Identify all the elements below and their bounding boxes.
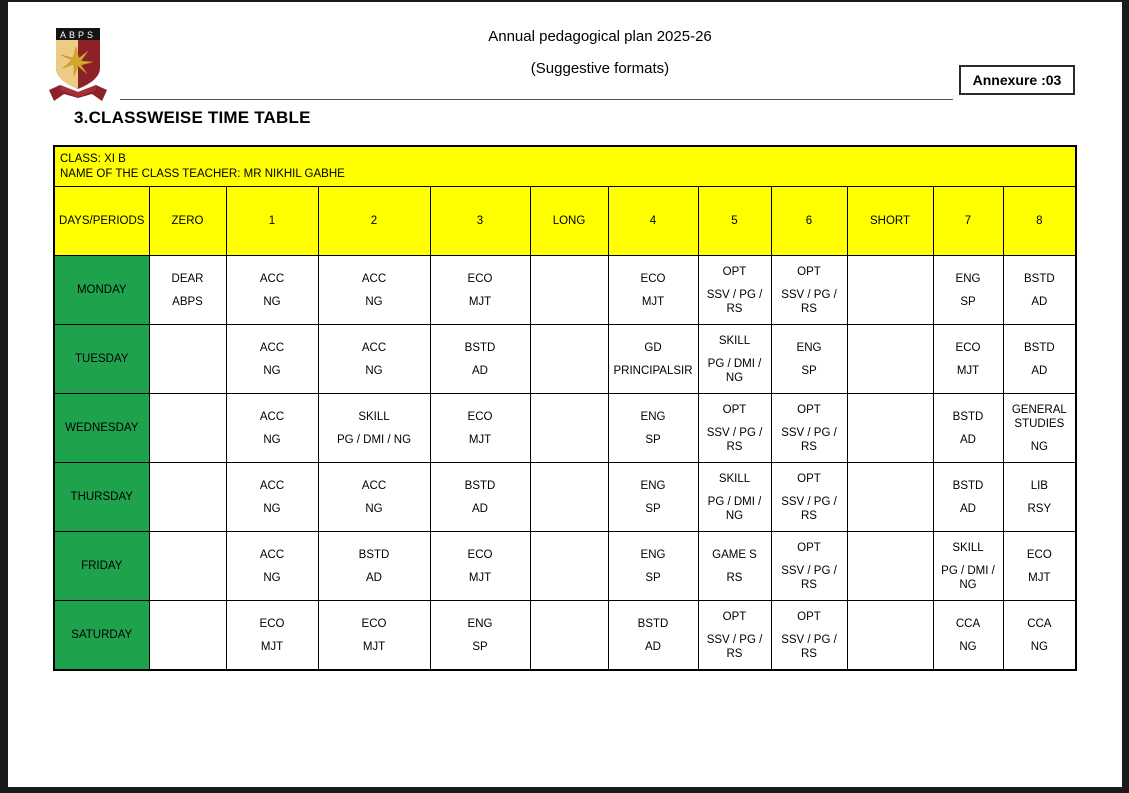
- teacher-label: SSV / PG / RS: [781, 288, 837, 315]
- column-header: LONG: [530, 187, 608, 256]
- timetable-cell: [698, 256, 771, 325]
- timetable-cell: [933, 394, 1003, 463]
- teacher-label: AD: [366, 571, 382, 584]
- timetable-cell: [698, 325, 771, 394]
- annexure-box: [959, 65, 1075, 95]
- timetable-cell: [318, 463, 430, 532]
- subject-label: ECO: [955, 341, 981, 354]
- timetable-cell: [430, 601, 530, 671]
- subject-label: ENG: [467, 617, 493, 630]
- subject-label: OPT: [797, 265, 821, 278]
- column-header-row: [54, 187, 1076, 256]
- timetable-cell: [771, 256, 847, 325]
- column-header: 5: [698, 187, 771, 256]
- teacher-label: SP: [801, 364, 817, 377]
- timetable-cell: [530, 394, 608, 463]
- timetable-cell: [847, 256, 933, 325]
- teacher-label: PG / DMI / NG: [941, 564, 995, 591]
- timetable-row: [54, 256, 1076, 325]
- subject-label: OPT: [722, 403, 747, 416]
- timetable-cell: [608, 601, 698, 671]
- subject-label: SKILL: [952, 541, 984, 554]
- timetable-cell: [1003, 532, 1076, 601]
- class-banner-row: [54, 146, 1076, 187]
- timetable-cell: [318, 256, 430, 325]
- subject-label: ENG: [640, 548, 666, 561]
- subject-label: ACC: [361, 341, 387, 354]
- timetable-row: [54, 532, 1076, 601]
- teacher-label: NG: [959, 640, 977, 653]
- subject-label: ACC: [361, 479, 387, 492]
- document-header: [8, 28, 1122, 77]
- subject-label: BSTD: [464, 479, 496, 492]
- timetable-cell: [226, 532, 318, 601]
- teacher-label: SSV / PG / RS: [781, 426, 837, 453]
- teacher-label: SP: [960, 295, 976, 308]
- teacher-label: AD: [960, 433, 976, 446]
- column-header: 8: [1003, 187, 1076, 256]
- timetable-row: [54, 394, 1076, 463]
- timetable-cell: [530, 325, 608, 394]
- subject-label: BSTD: [952, 410, 984, 423]
- teacher-label: NG: [263, 571, 281, 584]
- teacher-label: SSV / PG / RS: [706, 426, 763, 453]
- teacher-label: SP: [472, 640, 488, 653]
- subject-label: BSTD: [1024, 341, 1055, 354]
- teacher-label: MJT: [641, 295, 665, 308]
- timetable-row: [54, 601, 1076, 671]
- timetable-cell: [608, 463, 698, 532]
- doc-subtitle: (Suggestive formats): [530, 60, 670, 77]
- timetable-cell: [530, 256, 608, 325]
- timetable-cell: [1003, 256, 1076, 325]
- subject-label: ACC: [259, 479, 285, 492]
- timetable-row: [54, 463, 1076, 532]
- subject-label: ECO: [467, 548, 493, 561]
- timetable-cell: [226, 394, 318, 463]
- subject-label: ECO: [467, 272, 493, 285]
- subject-label: ACC: [361, 272, 387, 285]
- subject-label: ACC: [259, 341, 285, 354]
- teacher-label: AD: [960, 502, 976, 515]
- timetable-cell: [608, 256, 698, 325]
- doc-title: Annual pedagogical plan 2025-26: [488, 28, 712, 45]
- timetable-cell: [1003, 601, 1076, 671]
- teacher-label: RSY: [1027, 502, 1052, 515]
- timetable-cell: [933, 256, 1003, 325]
- teacher-label: MJT: [1028, 571, 1051, 584]
- teacher-label: PRINCIPALSIR: [613, 364, 693, 377]
- column-header: ZERO: [149, 187, 226, 256]
- subject-label: ACC: [259, 272, 285, 285]
- subject-label: BSTD: [952, 479, 984, 492]
- timetable-cell: [698, 601, 771, 671]
- column-header: SHORT: [847, 187, 933, 256]
- timetable-cell: [149, 256, 226, 325]
- header-underline: [120, 82, 953, 100]
- teacher-label: PG / DMI / NG: [707, 357, 762, 384]
- timetable-cell: [847, 601, 933, 671]
- timetable-cell: [771, 463, 847, 532]
- teacher-label: MJT: [468, 571, 492, 584]
- teacher-label: RS: [726, 571, 743, 584]
- teacher-label: NG: [1030, 440, 1048, 453]
- subject-label: BSTD: [464, 341, 496, 354]
- teacher-label: MJT: [260, 640, 284, 653]
- timetable-cell: [1003, 325, 1076, 394]
- timetable-cell: [847, 463, 933, 532]
- subject-label: GD: [644, 341, 662, 354]
- teacher-label: MJT: [362, 640, 386, 653]
- subject-label: CCA: [1027, 617, 1052, 630]
- timetable-cell: [933, 601, 1003, 671]
- timetable-cell: [149, 463, 226, 532]
- teacher-label: SSV / PG / RS: [781, 495, 837, 522]
- timetable-cell: [771, 601, 847, 671]
- timetable-cell: [933, 325, 1003, 394]
- teacher-label: NG: [365, 502, 383, 515]
- document-page: [8, 2, 1122, 787]
- subject-label: ACC: [259, 548, 285, 561]
- teacher-label: AD: [1031, 364, 1048, 377]
- timetable-cell: [1003, 463, 1076, 532]
- day-cell: TUESDAY: [54, 325, 149, 394]
- column-header: 2: [318, 187, 430, 256]
- annexure-label: Annexure :03: [972, 72, 1062, 88]
- column-header: 1: [226, 187, 318, 256]
- subject-label: ACC: [259, 410, 285, 423]
- day-cell: THURSDAY: [54, 463, 149, 532]
- teacher-label: NG: [263, 364, 281, 377]
- teacher-label: NG: [263, 502, 281, 515]
- timetable-cell: [847, 394, 933, 463]
- timetable-cell: [771, 394, 847, 463]
- subject-label: OPT: [797, 541, 821, 554]
- subject-label: OPT: [797, 403, 821, 416]
- day-cell: MONDAY: [54, 256, 149, 325]
- teacher-label: AD: [645, 640, 661, 653]
- teacher-label: PG / DMI / NG: [336, 433, 412, 446]
- timetable-cell: [608, 325, 698, 394]
- timetable-cell: [698, 394, 771, 463]
- timetable-cell: [933, 532, 1003, 601]
- subject-label: OPT: [797, 472, 821, 485]
- column-header: 4: [608, 187, 698, 256]
- day-cell: FRIDAY: [54, 532, 149, 601]
- teacher-label: NG: [1030, 640, 1048, 653]
- subject-label: BSTD: [637, 617, 669, 630]
- timetable-cell: [149, 532, 226, 601]
- subject-label: GENERAL STUDIES: [1011, 403, 1067, 430]
- timetable-cell: [608, 394, 698, 463]
- teacher-label: SSV / PG / RS: [706, 288, 763, 315]
- timetable-cell: [530, 532, 608, 601]
- subject-label: ECO: [1026, 548, 1052, 561]
- subject-label: BSTD: [358, 548, 390, 561]
- teacher-label: SSV / PG / RS: [781, 633, 837, 660]
- subject-label: ENG: [640, 479, 666, 492]
- timetable-cell: [149, 325, 226, 394]
- subject-label: ECO: [467, 410, 493, 423]
- subject-label: DEAR: [171, 272, 204, 285]
- timetable-cell: [847, 532, 933, 601]
- teacher-label: ABPS: [172, 295, 203, 308]
- timetable-cell: [318, 325, 430, 394]
- teacher-label: MJT: [468, 433, 492, 446]
- teacher-label: NG: [263, 433, 281, 446]
- subject-label: GAME S: [712, 548, 757, 561]
- timetable-cell: [226, 256, 318, 325]
- timetable-cell: [226, 325, 318, 394]
- subject-label: SKILL: [358, 410, 390, 423]
- teacher-label: NG: [263, 295, 281, 308]
- timetable-cell: [430, 256, 530, 325]
- subject-label: OPT: [722, 610, 747, 623]
- timetable-cell: [608, 532, 698, 601]
- column-header: 3: [430, 187, 530, 256]
- teacher-label: PG / DMI / NG: [707, 495, 762, 522]
- teacher-label: SP: [645, 433, 661, 446]
- subject-label: ECO: [640, 272, 666, 285]
- column-header: 6: [771, 187, 847, 256]
- timetable-cell: [149, 394, 226, 463]
- timetable-cell: [149, 601, 226, 671]
- timetable-cell: [318, 601, 430, 671]
- subject-label: ENG: [796, 341, 822, 354]
- timetable-cell: [226, 463, 318, 532]
- timetable-cell: [771, 325, 847, 394]
- timetable-cell: [530, 601, 608, 671]
- subject-label: SKILL: [718, 334, 751, 347]
- teacher-label: AD: [1031, 295, 1048, 308]
- class-banner: [54, 146, 1076, 187]
- teacher-label: SSV / PG / RS: [781, 564, 837, 591]
- timetable-cell: [430, 532, 530, 601]
- column-header: DAYS/PERIODS: [54, 187, 149, 256]
- subject-label: ENG: [640, 410, 666, 423]
- day-cell: SATURDAY: [54, 601, 149, 671]
- teacher-label: AD: [472, 364, 488, 377]
- subject-label: CCA: [955, 617, 981, 630]
- subject-label: OPT: [797, 610, 821, 623]
- teacher-label: SP: [645, 502, 661, 515]
- section-title: 3.CLASSWEISE TIME TABLE: [74, 108, 311, 127]
- timetable-cell: [430, 463, 530, 532]
- teacher-label: AD: [472, 502, 488, 515]
- timetable-cell: [847, 325, 933, 394]
- subject-label: SKILL: [718, 472, 751, 485]
- day-cell: WEDNESDAY: [54, 394, 149, 463]
- timetable-cell: [430, 394, 530, 463]
- svg-text:ABPS: ABPS: [59, 30, 97, 40]
- subject-label: OPT: [722, 265, 747, 278]
- teacher-label: SP: [645, 571, 661, 584]
- teacher-label: NG: [365, 295, 383, 308]
- teacher-label: SSV / PG / RS: [706, 633, 763, 660]
- timetable-cell: [771, 532, 847, 601]
- timetable-cell: [698, 463, 771, 532]
- teacher-label: MJT: [956, 364, 980, 377]
- timetable-cell: [318, 532, 430, 601]
- timetable: [53, 145, 1077, 671]
- column-header: 7: [933, 187, 1003, 256]
- timetable-row: [54, 325, 1076, 394]
- timetable-cell: [318, 394, 430, 463]
- timetable-cell: [430, 325, 530, 394]
- teacher-label: NG: [365, 364, 383, 377]
- subject-label: ECO: [361, 617, 387, 630]
- timetable-cell: [1003, 394, 1076, 463]
- teacher-label: MJT: [468, 295, 492, 308]
- subject-label: ECO: [259, 617, 285, 630]
- timetable-cell: [698, 532, 771, 601]
- timetable-cell: [226, 601, 318, 671]
- class-teacher-label: NAME OF THE CLASS TEACHER: MR NIKHIL GABHE: [60, 167, 345, 180]
- subject-label: LIB: [1030, 479, 1048, 492]
- timetable-cell: [933, 463, 1003, 532]
- timetable-cell: [530, 463, 608, 532]
- subject-label: BSTD: [1024, 272, 1055, 285]
- subject-label: ENG: [955, 272, 981, 285]
- class-label: CLASS: XI B: [60, 152, 126, 165]
